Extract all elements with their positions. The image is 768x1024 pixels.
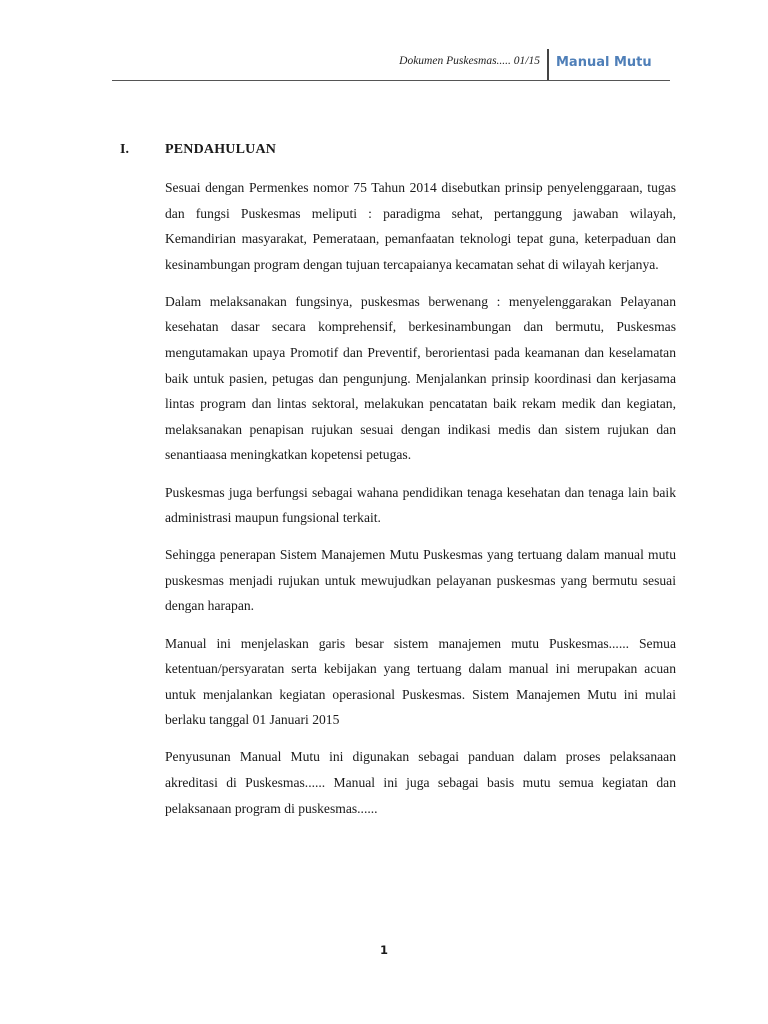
page-header (112, 46, 670, 81)
paragraph-1: Sesuai dengan Permenkes nomor 75 Tahun 2014 disebutkan prinsip penyelenggaraan, tugas dan fungsi Puskesmas meliputi : paradigma sehat, pertanggung jawaban wilayah, Kemandirian masyarakat, Pemerataan, pemanfaatan teknologi tepat guna, keterpaduan dan kesinambungan program dengan tujuan tercapaianya kecamatan sehat di wilayah kerjanya. (165, 180, 676, 272)
paragraph-4: Sehingga penerapan Sistem Manajemen Mutu Puskesmas yang tertuang dalam manual mutu puskesmas menjadi rujukan untuk mewujudkan pelayanan puskesmas yang bermutu sesuai dengan harapan. (165, 547, 676, 614)
document-id: Dokumen Puskesmas..... 01/15 (399, 55, 540, 67)
manual-title: Manual Mutu (556, 55, 652, 70)
section-number: I. (120, 142, 129, 157)
paragraph-5: Manual ini menjelaskan garis besar sistem manajemen mutu Puskesmas...... Semua ketentuan/persyaratan serta kebijakan yang tertuang dalam manual ini merupakan acuan untuk menjalankan kegiatan operasional Puskesmas. Sistem Manajemen Mutu ini mulai berlaku tanggal 01 Januari 2015 (165, 635, 676, 728)
paragraph-6: Penyusunan Manual Mutu ini digunakan sebagai panduan dalam proses pelaksanaan akreditasi di Puskesmas...... Manual ini juga sebagai basis mutu semua kegiatan dan pelaksanaan program di puskesmas...... (165, 749, 676, 816)
page-number: 1 (379, 943, 388, 957)
paragraph-3: Puskesmas juga berfungsi sebagai wahana pendidikan tenaga kesehatan dan tenaga lain baik administrasi maupun fungsional terkait. (165, 484, 676, 526)
body-text (165, 175, 676, 833)
paragraph-2: Dalam melaksanakan fungsinya, puskesmas berwenang : menyelenggarakan Pelayanan kesehatan dasar secara komprehensif, berkesinambungan dan bermutu, Puskesmas mengutamakan upaya Promotif dan Preventif, berorientasi pada keamanan dan keselamatan baik untuk pasien, petugas dan pengunjung. Menjalankan prinsip koordinasi dan kerjasama lintas program dan lintas sektoral, melakukan pencatatan baik rekam medik dan kegiatan, melaksanakan penapisan rujukan sesuai dengan indikasi medis dan sistem rujukan dan senantiaasa meningkatkan kopetensi petugas. (165, 293, 676, 463)
header-divider (547, 49, 549, 80)
section-title: PENDAHULUAN (165, 142, 277, 157)
